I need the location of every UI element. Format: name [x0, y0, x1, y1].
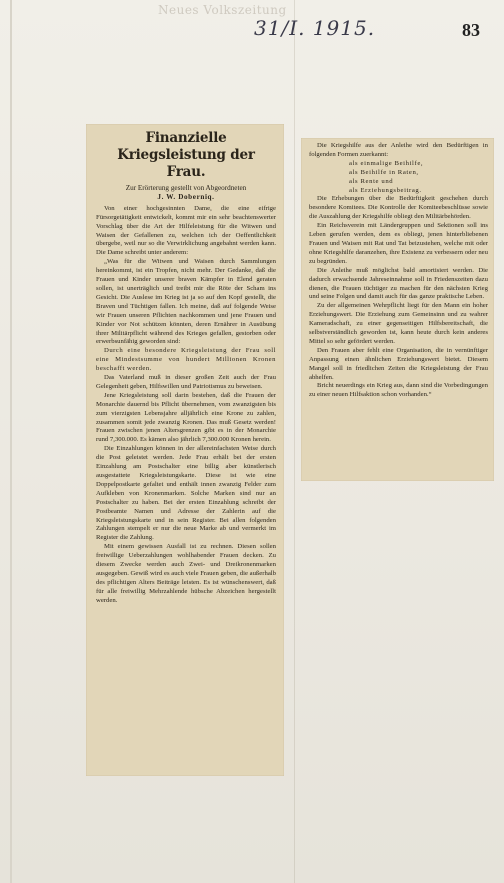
- paragraph: Den Frauen aber fehlt eine Organisation, die in vernünftiger Anpassung einen ähnlichen Erziehungswert bietet. Diesem Mangel soll in friedlichen Zeiten die Kriegsleistung der Frau abhelfen.: [309, 346, 488, 381]
- form-item: als Beihilfe in Raten,: [349, 168, 419, 176]
- fold-line: [294, 0, 295, 883]
- form-item: als Rente und: [349, 177, 394, 185]
- paragraph: „Was für die Witwen und Waisen durch Sammlungen hereinkommt, ist ein Tropfen, nicht mehr. Der Gedanke, daß die Frauen und Kinder unserer braven Kämpfer in Elend geraten sollen, ist unerträglich und treibt mir die Röte der Scham ins Gesicht. Die Auslese im Krieg ist ja so auf den Kopf gestellt, die Braven und Tüchtigen fallen. Ich meine, daß auf folgende Weise wir Frauen unseren Pflichten nachkommen und jene Frauen und Kinder vor Not schützen könnten, deren Ernährer in Ausübung ihrer Militärpflicht während des Krieges gefallen, gestorben oder erwerbsunfähig geworden sind:: [96, 258, 276, 346]
- headline: [96, 130, 276, 181]
- paragraph: Zu der allgemeinen Wehrpflicht liegt für den Mann ein hoher Erziehungswert. Die Erziehung zum Gemeinsinn und zu wahrer Kameradschaft, zu einer gegenseitigen Hilfsbereitschaft, die selbstverständlich geworden ist, kann heute durch kein anderes Mittel so sehr gefördert werden.: [309, 302, 488, 345]
- clipping-left: [86, 124, 284, 776]
- paragraph: Die Anleihe muß möglichst bald amortisiert werden. Die dadurch erwachsende Jahreseinnahme soll in Friedenszeiten dazu dienen, die Frauen tüchtiger zu machen für den nächsten Krieg und seine Folgen und damit auch für das ganze praktische Leben.: [309, 266, 488, 301]
- page-number: 83: [462, 20, 480, 40]
- paragraph: Das Vaterland muß in dieser großen Zeit auch der Frau Gelegenheit geben, Hilfswillen und Patriotismus zu beweisen.: [96, 374, 276, 390]
- paragraph: Von einer hochgesinnten Dame, die eine eifrige Fürsorgetätigkeit entwickelt, kommt mir ein sehr beachtenswerter Vorschlag über die Art der Hilfeleistung für die Witwen und Waisen der Gefallenen zu, welchen ich der Oeffentlichkeit übergebe, weil nur so die Verwirklichung angebahnt werden kann. Die Dame schreibt unter anderem:: [96, 204, 276, 257]
- paragraph: Durch eine besondere Kriegsleistung der Frau soll eine Mindestsumme von hundert Millionen Kronen beschafft werden.: [96, 347, 276, 373]
- paragraph: Jene Kriegsleistung soll darin bestehen, daß die Frauen der Monarchie dauernd bis Pflicht übernehmen, vom zwanzigsten bis zum vierzigsten Lebensjahre alljährlich eine Krone zu zahlen, zusammen somit jede zwanzig Kronen. Das muß Gesetz werden! Frauen zwischen jenen Altersgrenzen gibt es in der Monarchie rund 7,300.000. Es kämen also jährlich 7,300.000 Kronen herein.: [96, 391, 276, 444]
- page-edge: [10, 0, 12, 883]
- form-item: als Erziehungsbeitrag.: [349, 186, 422, 194]
- handwritten-date: 31/I. 1915.: [254, 16, 376, 40]
- paragraph: Die Erhebungen über die Bedürftigkeit geschehen durch besondere Komitees. Die Kontrolle der Komiteebeschlüsse sowie die Auszahlung der Kriegshilfe obliegt den Militärbehörden.: [309, 195, 488, 221]
- byline: [96, 184, 276, 203]
- archive-stamp: Neues Volkszeitung: [158, 3, 287, 17]
- form-item: als einmalige Beihilfe,: [349, 159, 424, 167]
- byline-line-1: Zur Erörterung gestellt von Abgeordneten: [125, 184, 247, 192]
- paragraph: Mit einem gewissen Ausfall ist zu rechnen. Diesen sollen freiwillige Ueberzahlungen wohlhabender Frauen decken. Zu diesem Zwecke werden auch Zwei- und Dreikronenmarken ausgegeben. Gewiß wird es auch viele Frauen geben, die außerhalb des pflichtigen Alters Beiträge leisten. Es ist wünschenswert, daß für alle freiwillig Mehrzahlende hübsche Abzeichen hergestellt werden.: [96, 543, 276, 604]
- article-body-left: [96, 205, 276, 606]
- paragraph: Die Einzahlungen können in der allereinfachsten Weise durch die Post geleistet werden. Jede Frau erhält bei der ersten Einzahlung am Postschalter eine billig aber künstlerisch ausgestattete Kriegsleistungskarte. Diese ist wie eine Doppelpostkarte gefaltet und enthält innen zwanzig Felder zum Aufkleben von Kronenmarken. Solche Marken sind nur an Postschalter zu haben. Bei der ersten Einzahlung schreibt der Postbeamte Namen und Adresse der Zahlerin auf die Kriegsleistungskarte und in sein Register. Bei allen folgenden Zahlungen stempelt er nur die neue Marke ab und vermerkt im Register die Zahlung.: [96, 445, 276, 542]
- paragraph: Bricht neuerdings ein Krieg aus, dann sind die Vorbedingungen zu einer neuen Hilfsaktion schon vorhanden.“: [309, 382, 488, 399]
- clipping-right: [301, 138, 494, 481]
- headline-line-2: Frau.: [166, 164, 206, 180]
- headline-line-1: Finanzielle Kriegsleistung der: [117, 130, 255, 163]
- paragraph: Ein Reichsverein mit Ländergruppen und Sektionen soll ins Leben gerufen werden, dem es obliegt, jenen hinterbliebenen Frauen und Waisen mit Rat und Tat beizustehen, welche mit oder ohne Kriegshilfe daranzehen, ihre Existenz zu verbessern oder neu zu begründen.: [309, 222, 488, 265]
- article-body-right: [309, 142, 488, 400]
- byline-line-2: J. W. Doberniq.: [157, 193, 215, 202]
- paragraph: Die Kriegshilfe aus der Anleihe wird den Bedürftigen in folgenden Formen zuerkannt:: [309, 142, 488, 158]
